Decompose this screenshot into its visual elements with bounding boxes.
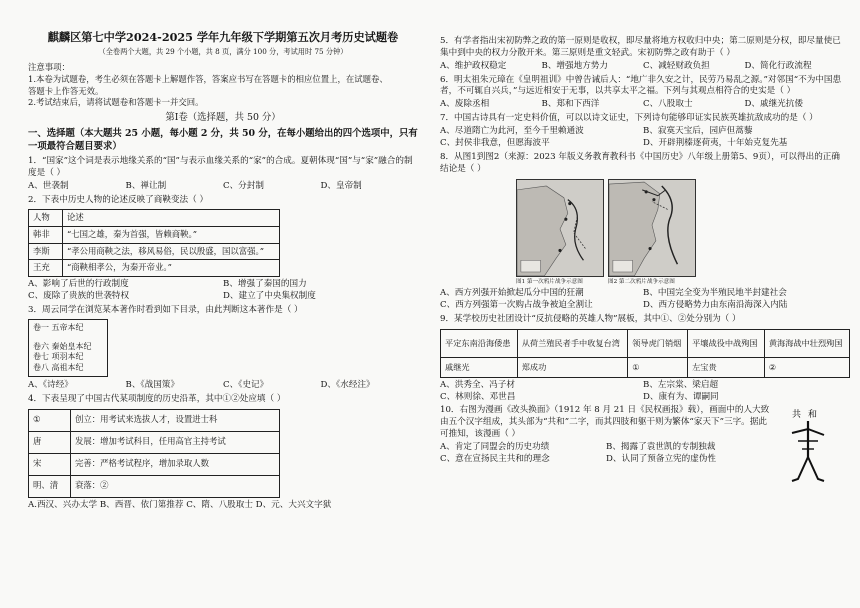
- option-d[interactable]: D、皇帝制: [320, 180, 362, 191]
- option-b[interactable]: B、中国完全变为半殖民地半封建社会: [643, 288, 787, 299]
- opium-war-map-2: [608, 179, 696, 277]
- question-stem: 10．右图为漫画《改头换面》（1912 年 8 月 21 日《民权画报》载），画面中的人大致由五个汉字组成，其头部为“共和”二字，而其四肢和躯干则为繁体“家天下”三字。据此可推知，该漫画（ ）: [440, 405, 770, 440]
- table-cell: ①: [29, 409, 71, 431]
- contents-entry: 卷六 秦始皇本纪: [33, 341, 92, 351]
- question-options[interactable]: A.西汉、兴办太学 B、西晋、依门第推荐 C、隋、八股取士 D、元、大兴文字狱: [28, 499, 332, 510]
- question-stem: 7．中国古诗具有一定史料价值，可以以诗文证史，下列诗句能够印证实民族英雄抗敌成功的是（ ）: [440, 113, 818, 124]
- hero-table: [440, 329, 850, 378]
- book-contents: [28, 319, 108, 377]
- contents-entry: 卷八 高祖本纪: [33, 362, 84, 372]
- table-cell: 唐: [29, 431, 71, 453]
- contents-entry: 卷一 五帝本纪: [33, 323, 84, 333]
- question-8: [440, 152, 846, 312]
- option-a[interactable]: A、影响了后世的行政制度: [28, 278, 129, 289]
- table-cell: 创立：用考试来选拔人才，设置进士科: [71, 409, 280, 431]
- question-stem: 9．某学校历史社团设计“反抗侵略的英雄人物”展板，其中①、②处分别为（ ）: [440, 313, 741, 324]
- option-b[interactable]: B、禅让制: [125, 180, 167, 191]
- option-d[interactable]: D、简化行政流程: [744, 60, 812, 71]
- notice-heading: 注意事项：: [28, 62, 70, 73]
- table-cell: 领导虎门销烟: [628, 329, 688, 357]
- map-1-drawing: [517, 180, 603, 276]
- map-caption-2: 图2 第二次鸦片战争示意图: [608, 279, 675, 286]
- option-d[interactable]: D、戚继光抗倭: [744, 99, 803, 110]
- option-a[interactable]: A、洪秀全、冯子材: [440, 379, 515, 390]
- question-10: [440, 405, 846, 465]
- option-c[interactable]: C、西方列强第一次购占战争被迫全割让: [440, 300, 593, 311]
- cartoon-char-1: 共: [792, 410, 802, 421]
- question-options: [28, 380, 418, 392]
- question-options: [28, 181, 418, 193]
- table-cell: 韩非: [29, 227, 63, 244]
- question-1: [28, 156, 418, 193]
- option-c[interactable]: C、封侯非我意，但愿海波平: [440, 137, 550, 148]
- question-stem: 3．周云同学在浏览某本著作时看到如下目录，由此判断这本著作是（ ）: [28, 304, 303, 315]
- table-row: [29, 409, 280, 431]
- table-cell: 发展：增加考试科目，任用高官主持考试: [71, 431, 280, 453]
- option-a[interactable]: A、西方列强开始掀起瓜分中国的狂潮: [440, 288, 584, 299]
- quote-table: [28, 209, 280, 276]
- option-c[interactable]: C、林则徐、邓世昌: [440, 391, 516, 402]
- option-b[interactable]: B、寂寞天宝后，园庐但蒿藜: [643, 126, 753, 137]
- option-d[interactable]: D、开辟荆榛逐荷夷，十年始克复先基: [643, 137, 788, 148]
- question-options: [440, 380, 846, 404]
- option-a[interactable]: A、《诗经》: [28, 379, 73, 390]
- question-2: [28, 195, 418, 303]
- option-b[interactable]: B、增强地方势力: [541, 60, 608, 71]
- question-options: [440, 288, 846, 312]
- question-stem: 5．有学者指出宋初防弊之政的第一原则是收权，即尽量将地方权收归中央；第二原则是分权，即尽量使已集中到中央的权力分散开来。第三原则是重文轻武。宋初防弊之政有助于（ ）: [440, 36, 841, 58]
- option-b[interactable]: B、揭露了袁世凯的专制独裁: [606, 442, 716, 453]
- option-a[interactable]: A、世袭制: [28, 180, 69, 191]
- table-row: [29, 260, 280, 277]
- notice: [28, 62, 418, 108]
- option-c[interactable]: C、八股取士: [643, 99, 693, 110]
- question-stem: 2．下表中历史人物的论述反映了商鞅变法（ ）: [28, 194, 209, 205]
- part-title: 第Ⅰ卷（选择题，共 50 分）: [165, 111, 281, 123]
- map-caption-1: 图1 第一次鸦片战争示意图: [516, 279, 583, 286]
- option-a[interactable]: A、肯定了同盟会的历史功绩: [440, 442, 550, 453]
- option-d[interactable]: D、建立了中央集权制度: [223, 290, 316, 301]
- option-a[interactable]: A、尽道隋亡为此河，至今千里赖通波: [440, 126, 584, 137]
- option-d[interactable]: D、认同了预备立宪的虚伪性: [606, 453, 717, 464]
- option-b[interactable]: B、《战国策》: [125, 379, 180, 390]
- option-d[interactable]: D、西方侵略势力由东南沿海深入内陆: [643, 300, 788, 311]
- table-row: [29, 453, 280, 475]
- option-d[interactable]: D、康有为、谭嗣同: [643, 391, 719, 402]
- notice-item: 1.本卷为试题卷，考生必须在答题卡上解题作答，答案应书写在答题卡的相应位置上，在试题卷、: [28, 73, 388, 84]
- left-column: [0, 0, 430, 512]
- opium-war-map-1: [516, 179, 604, 277]
- table-row: [29, 475, 280, 497]
- table-cell: 平定东南沿海倭患: [441, 329, 518, 357]
- table-row: [441, 357, 850, 377]
- table-cell: 明、清: [29, 475, 71, 497]
- map-2-drawing: [609, 180, 695, 276]
- contents-entry: 卷七 项羽本纪: [33, 352, 84, 362]
- table-cell: “商鞅相孝公，为秦开帝业。”: [63, 260, 280, 277]
- cartoon-char-2: 和: [808, 410, 818, 421]
- option-c[interactable]: C、分封制: [223, 180, 264, 191]
- question-9: [440, 314, 846, 404]
- table-row: [29, 227, 280, 244]
- table-cell: 从荷兰殖民者手中收复台湾: [517, 329, 627, 357]
- question-options: [440, 126, 846, 150]
- right-column: [430, 0, 860, 466]
- cartoon-figure: [778, 407, 838, 487]
- table-cell: 李斯: [29, 243, 63, 260]
- question-7: [440, 113, 846, 150]
- exam-subtitle: （全卷两个大题，共 29 个小题，共 8 页，满分 100 分，考试用时 75 分钟）: [98, 47, 348, 57]
- table-cell: ②: [764, 357, 849, 377]
- table-cell: 平壤战役中战殉国: [688, 329, 765, 357]
- notice-item: 答题卡上作答无效。: [28, 85, 104, 96]
- question-stem: 6．明太祖朱元璋在《皇明祖训》中曾告诫后人：“地广非久安之计，民劳乃易乱之源。”对邻国“不为中国患者，不可辄自兴兵，”与远近相安于无事，以共享太平之福。下列与其观点相符合的史实是（ ）: [440, 74, 842, 97]
- question-stem: 4．下表呈现了中国古代某项制度的历史沿革，其中①②处应填（ ）: [28, 393, 286, 404]
- question-options: [440, 99, 846, 111]
- table-cell: ①: [628, 357, 688, 377]
- table-cell: 左宝贵: [688, 357, 765, 377]
- question-6: [440, 75, 846, 112]
- option-c[interactable]: C、《史记》: [223, 379, 269, 390]
- table-cell: 衰落：②: [71, 475, 280, 497]
- table-cell: 王充: [29, 260, 63, 277]
- map-captions: [516, 279, 846, 287]
- section-heading: 一、选择题（本大题共 25 小题，每小题 2 分，共 50 分，在每小题给出的四个选项中，只有一项最符合题目要求）: [28, 127, 418, 153]
- option-d[interactable]: D、《水经注》: [320, 379, 375, 390]
- table-cell: 戚继光: [441, 357, 518, 377]
- table-cell: 人物: [29, 210, 63, 227]
- option-a[interactable]: A、废除丞相: [440, 99, 490, 110]
- option-b[interactable]: B、郑和下西洋: [541, 99, 600, 110]
- option-b[interactable]: B、左宗棠、梁启超: [643, 379, 719, 390]
- option-c[interactable]: C、减轻财政负担: [643, 60, 710, 71]
- question-options: [28, 279, 418, 303]
- notice-item: 2.考试结束后，请将试题卷和答题卡一并交回。: [28, 97, 204, 108]
- table-cell: 黄海海战中壮烈殉国: [764, 329, 849, 357]
- question-stem: 1．“国家”这个词是表示地缘关系的“国”与表示血缘关系的“家”的合成。夏朝体现“国”与“家”融合的制度是（ ）: [28, 155, 413, 178]
- table-cell: 宋: [29, 453, 71, 475]
- table-cell: “孝公用商鞅之法，移风易俗，民以殷盛，国以富强。”: [63, 243, 280, 260]
- option-b[interactable]: B、增强了秦国的国力: [223, 278, 307, 289]
- question-stem: 8．从图1到图2（来源：2023 年版义务教育教科书《中国历史》八年级上册第5、9页），可以得出的正确结论是（ ）: [440, 151, 840, 174]
- option-c[interactable]: C、意在宣扬民主共和的理念: [440, 453, 550, 464]
- table-cell: 郑成功: [517, 357, 627, 377]
- table-cell: 论述: [63, 210, 280, 227]
- question-4: [28, 394, 418, 512]
- system-table: [28, 409, 280, 498]
- table-cell: “七国之雄，秦为首强，皆赖商鞅。”: [63, 227, 280, 244]
- question-5: [440, 36, 846, 73]
- exam-title: 麒麟区第七中学2024-2025 学年九年级下学期第五次月考历史试题卷: [47, 30, 399, 44]
- table-row: [29, 431, 280, 453]
- question-3: [28, 305, 418, 392]
- map-figures: [516, 179, 846, 277]
- question-options: [440, 442, 772, 466]
- table-row: [29, 243, 280, 260]
- table-cell: 完善：严格考试程序，增加录取人数: [71, 453, 280, 475]
- option-a[interactable]: A、维护政权稳定: [440, 60, 507, 71]
- table-row: [29, 210, 280, 227]
- option-c[interactable]: C、废除了贵族的世袭特权: [28, 290, 130, 301]
- table-row: [441, 329, 850, 357]
- question-options: [440, 61, 846, 73]
